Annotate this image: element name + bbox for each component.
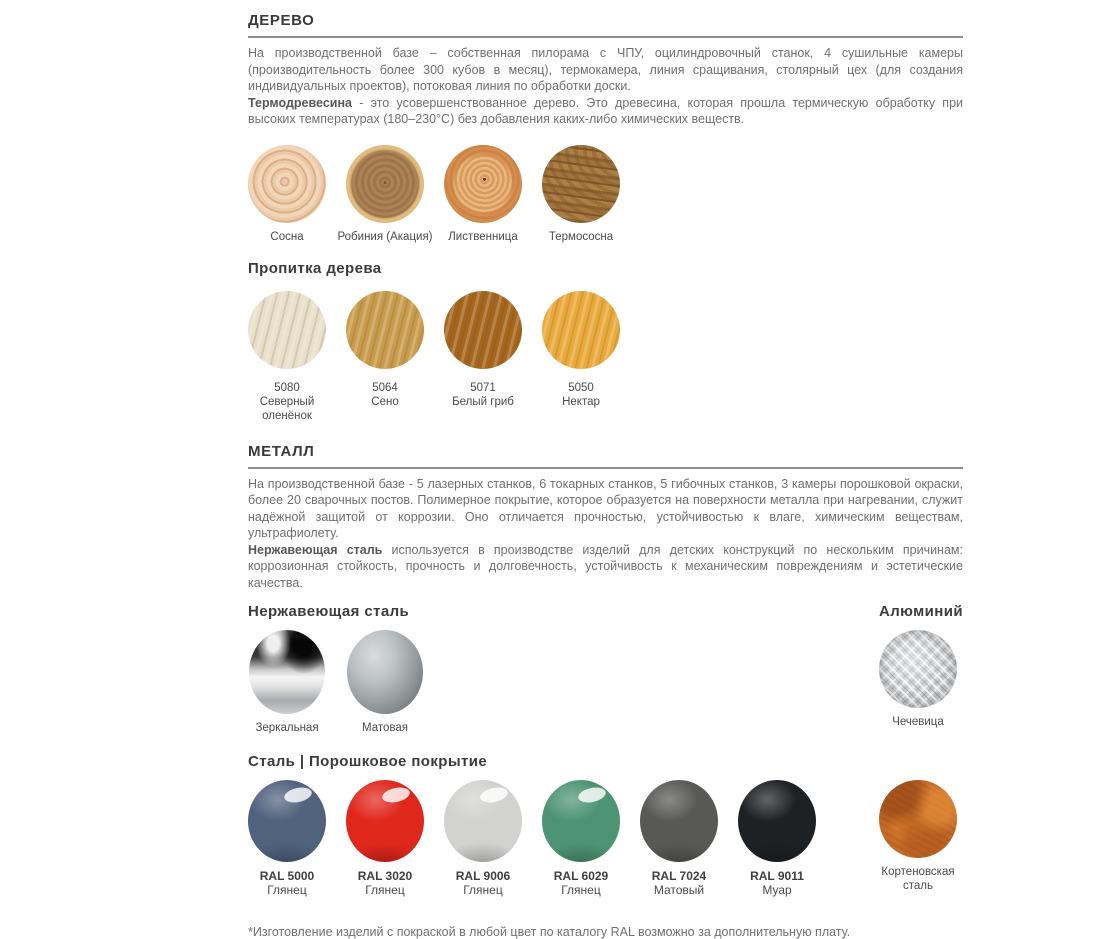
swatch-label [456, 869, 510, 897]
ral-finish: Глянец [463, 883, 503, 897]
stainless-row [248, 630, 963, 735]
impregnation-swatch-5064 [346, 291, 424, 369]
ral-footnote: *Изготовление изделий с покраской в любой цвет по каталогу RAL возможно за дополнительную плату. [248, 925, 851, 939]
swatch-label [260, 869, 314, 897]
aluminum-title: Алюминий [879, 603, 963, 620]
ral-code: RAL 9011 [750, 869, 804, 883]
wood-type-item [248, 145, 326, 244]
swatch-label [248, 381, 326, 423]
impregnation-item [248, 291, 326, 423]
swatch-label [554, 869, 608, 897]
swatch-label: Термососна [548, 230, 614, 243]
metal-section-title: МЕТАЛЛ [248, 442, 315, 460]
ral-code: RAL 5000 [259, 869, 315, 883]
stainless-lead: Нержавеющая сталь [248, 542, 383, 557]
ral-code: RAL 7024 [651, 869, 707, 883]
stainless-item [346, 630, 424, 735]
ral-finish: Глянец [267, 883, 307, 897]
swatch-label: Зеркальная [255, 722, 319, 734]
swatch-label: Робиния (Акация) [337, 230, 433, 243]
impregnation-name: Северный оленёнок [259, 395, 315, 422]
swatch-label: Матовая [362, 722, 408, 734]
swatch-label: Сосна [270, 230, 304, 243]
swatch-label: Чечевица [892, 716, 944, 728]
corten-steel-swatch [879, 780, 957, 858]
section-divider [248, 467, 963, 469]
impregnation-row [248, 291, 963, 423]
catalog-page [248, 0, 963, 939]
swatch-label: Лиственница [448, 230, 518, 243]
stainless-header-row [248, 603, 963, 620]
impregnation-swatch-5050 [542, 291, 620, 369]
corten-item [873, 780, 963, 893]
larch-swatch [444, 145, 522, 223]
ral-6029-swatch [542, 780, 620, 862]
swatch-label: Кортеновская сталь [881, 866, 955, 892]
mirror-steel-swatch [249, 630, 325, 714]
ral-5000-swatch [248, 780, 326, 862]
ral-item [248, 780, 326, 897]
ral-finish: Глянец [561, 883, 601, 897]
section-divider [248, 36, 963, 38]
impregnation-swatch-5080 [248, 291, 326, 369]
swatch-label [452, 381, 514, 409]
swatch-label [652, 869, 706, 897]
wood-intro-paragraph [248, 45, 963, 95]
ral-item [346, 780, 424, 897]
metal-intro-text: На производственной базе - 5 лазерных станков, 6 токарных станков, 5 гибочных станков, 3 камеры порошковой окраски, более 20 сварочных постов. Полимерное покрытие, которое образуется на поверхности металла при нагревании, служит надёжной защитой от коррозии. Оно отличается прочностью, устойчивостью к влаге, химическим веществам, ультрафиолету. [248, 476, 963, 540]
metal-intro-paragraph [248, 476, 963, 542]
wood-section-title: ДЕРЕВО [248, 12, 315, 29]
impregnation-name: Нектар [562, 395, 600, 408]
robinia-swatch [346, 145, 424, 223]
ral-item [444, 780, 522, 897]
swatch-label [358, 869, 412, 897]
ral-finish: Глянец [365, 883, 405, 897]
thermowood-paragraph [248, 95, 963, 128]
ral-3020-swatch [346, 780, 424, 862]
wood-intro-text: На производственной базе – собственная пилорама с ЧПУ, оцилиндровочный станок, 4 сушильные камеры (производительность более 300 кубов в месяц), термокамера, линия сращивания, столярный цех (для создания индивидуальных проектов), потоковая линия по обработки доски. [248, 46, 963, 93]
ral-9011-swatch [738, 780, 816, 862]
impregnation-name: Сено [371, 395, 399, 408]
thermowood-text: - это усовершенствованное дерево. Это древесина, которая прошла термическую обработку при высоких температурах (180–230°С) без добавления каких-либо химических веществ. [248, 95, 963, 126]
stainless-text: используется в производстве изделий для детских конструкций по нескольким причинам: коррозионная стойкость, прочность и долговечность, устойчивость к механическим повреждениям и эстетические качества. [248, 542, 963, 590]
wood-type-item [337, 145, 433, 244]
ral-code: RAL 6029 [553, 869, 609, 883]
thermowood-lead: Термодревесина [248, 95, 352, 110]
impregnation-code: 5071 [470, 381, 496, 394]
impregnation-swatch-5071 [444, 291, 522, 369]
impregnation-item [542, 291, 620, 409]
thermopine-swatch [542, 145, 620, 223]
ral-finish: Матовый [653, 883, 705, 897]
ral-9006-swatch [444, 780, 522, 862]
ral-item [542, 780, 620, 897]
impregnation-item [444, 291, 522, 409]
ral-item [738, 780, 816, 897]
diamond-plate-swatch [879, 630, 957, 708]
ral-item [640, 780, 718, 897]
wood-type-item [444, 145, 522, 244]
ral-row [248, 780, 963, 897]
swatch-label [562, 381, 600, 409]
impregnation-name: Белый гриб [452, 395, 514, 408]
swatch-label [750, 869, 804, 897]
pine-swatch [248, 145, 326, 223]
impregnation-code: 5080 [274, 381, 300, 394]
stainless-paragraph [248, 542, 963, 592]
ral-7024-swatch [640, 780, 718, 862]
impregnation-title: Пропитка дерева [248, 259, 382, 277]
wood-type-item [542, 145, 620, 244]
aluminum-item [873, 630, 963, 729]
impregnation-code: 5064 [372, 381, 398, 394]
swatch-label [371, 381, 398, 409]
stainless-title: Нержавеющая сталь [248, 603, 410, 620]
ral-code: RAL 9006 [455, 869, 511, 883]
stainless-item [248, 630, 326, 735]
powder-coating-title: Сталь | Порошковое покрытие [248, 753, 488, 770]
ral-code: RAL 3020 [357, 869, 413, 883]
ral-finish: Муар [762, 883, 792, 897]
impregnation-code: 5050 [568, 381, 594, 394]
wood-types-row [248, 145, 963, 244]
impregnation-item [346, 291, 424, 409]
matte-steel-swatch [347, 630, 423, 714]
